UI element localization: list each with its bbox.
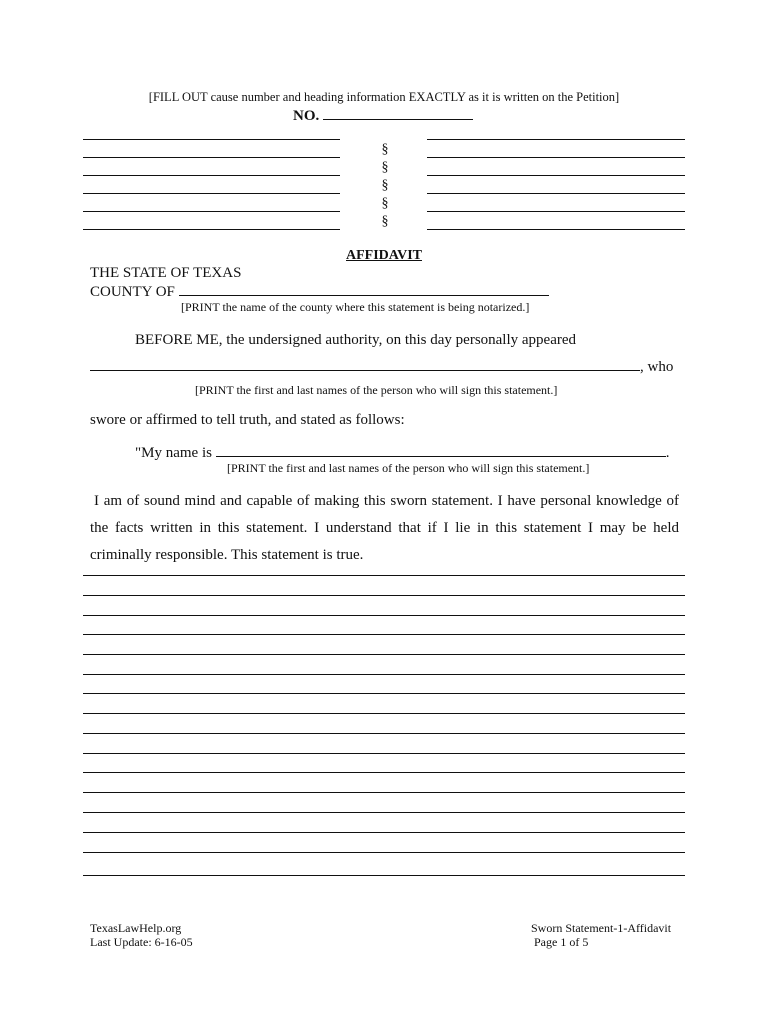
writing-line[interactable] <box>83 875 685 876</box>
writing-line[interactable] <box>83 812 685 813</box>
my-name-suffix: . <box>665 445 670 461</box>
appeared-name-blank[interactable] <box>90 358 640 371</box>
writing-line[interactable] <box>83 575 685 576</box>
writing-line[interactable] <box>83 852 685 853</box>
caption-left-line[interactable] <box>83 157 340 158</box>
cause-number <box>293 105 473 125</box>
caption-left-line[interactable] <box>83 229 340 230</box>
writing-line[interactable] <box>83 595 685 596</box>
writing-line[interactable] <box>83 693 685 694</box>
caption-left-line[interactable] <box>83 139 340 140</box>
section-symbol: § <box>381 196 389 211</box>
appeared-hint: [PRINT the first and last names of the person who will sign this statement.] <box>195 383 558 397</box>
my-name-line <box>135 444 669 462</box>
before-me-text: BEFORE ME, the undersigned authority, on this day personally appeared <box>135 332 577 348</box>
footer-right <box>531 921 671 949</box>
writing-line[interactable] <box>83 674 685 675</box>
caption-right-line[interactable] <box>427 139 685 140</box>
county-label: COUNTY OF <box>90 284 175 300</box>
writing-line[interactable] <box>83 772 685 773</box>
document-title: AFFIDAVIT <box>346 248 422 263</box>
caption-right-line[interactable] <box>427 157 685 158</box>
county-line <box>90 283 549 301</box>
my-name-hint: [PRINT the first and last names of the person who will sign this statement.] <box>227 461 590 475</box>
writing-line[interactable] <box>83 713 685 714</box>
writing-line[interactable] <box>83 615 685 616</box>
footer-form-name: Sworn Statement-1-Affidavit <box>531 921 672 935</box>
swore-text: swore or affirmed to tell truth, and stated as follows: <box>90 412 405 428</box>
cause-number-label: NO. <box>293 108 320 124</box>
caption-instruction: [FILL OUT cause number and heading information EXACTLY as it is written on the Petition] <box>148 90 620 104</box>
caption-left-line[interactable] <box>83 175 340 176</box>
writing-line[interactable] <box>83 654 685 655</box>
caption-right-line[interactable] <box>427 175 685 176</box>
writing-line[interactable] <box>83 792 685 793</box>
caption-left-line[interactable] <box>83 211 340 212</box>
section-symbol: § <box>381 142 389 157</box>
county-hint: [PRINT the name of the county where this statement is being notarized.] <box>181 300 530 314</box>
caption-right-line[interactable] <box>427 193 685 194</box>
caption-right-line[interactable] <box>427 211 685 212</box>
footer-last-update: Last Update: 6-16-05 <box>90 935 193 949</box>
section-symbol: § <box>381 178 389 193</box>
writing-line[interactable] <box>83 733 685 734</box>
my-name-label: "My name is <box>135 445 212 461</box>
writing-line[interactable] <box>83 832 685 833</box>
caption-right-line[interactable] <box>427 229 685 230</box>
statement-paragraph: I am of sound mind and capable of making this sworn statement. I have personal knowledge of the facts written in this statement. I understand that if I lie in this statement I may be held criminally responsible. This statement is true. <box>90 493 679 563</box>
cause-number-blank[interactable] <box>323 105 473 120</box>
footer-left <box>90 921 193 949</box>
writing-line[interactable] <box>83 634 685 635</box>
state-line: THE STATE OF TEXAS <box>90 265 242 281</box>
county-blank[interactable] <box>179 283 549 296</box>
caption-left-line[interactable] <box>83 193 340 194</box>
footer-site: TexasLawHelp.org <box>90 921 182 935</box>
section-symbol: § <box>381 214 389 229</box>
my-name-blank[interactable] <box>216 444 666 457</box>
section-symbol: § <box>381 160 389 175</box>
footer-page-number: Page 1 of 5 <box>534 935 589 949</box>
appeared-line <box>90 358 673 376</box>
who-suffix: , who <box>640 359 674 375</box>
writing-line[interactable] <box>83 753 685 754</box>
